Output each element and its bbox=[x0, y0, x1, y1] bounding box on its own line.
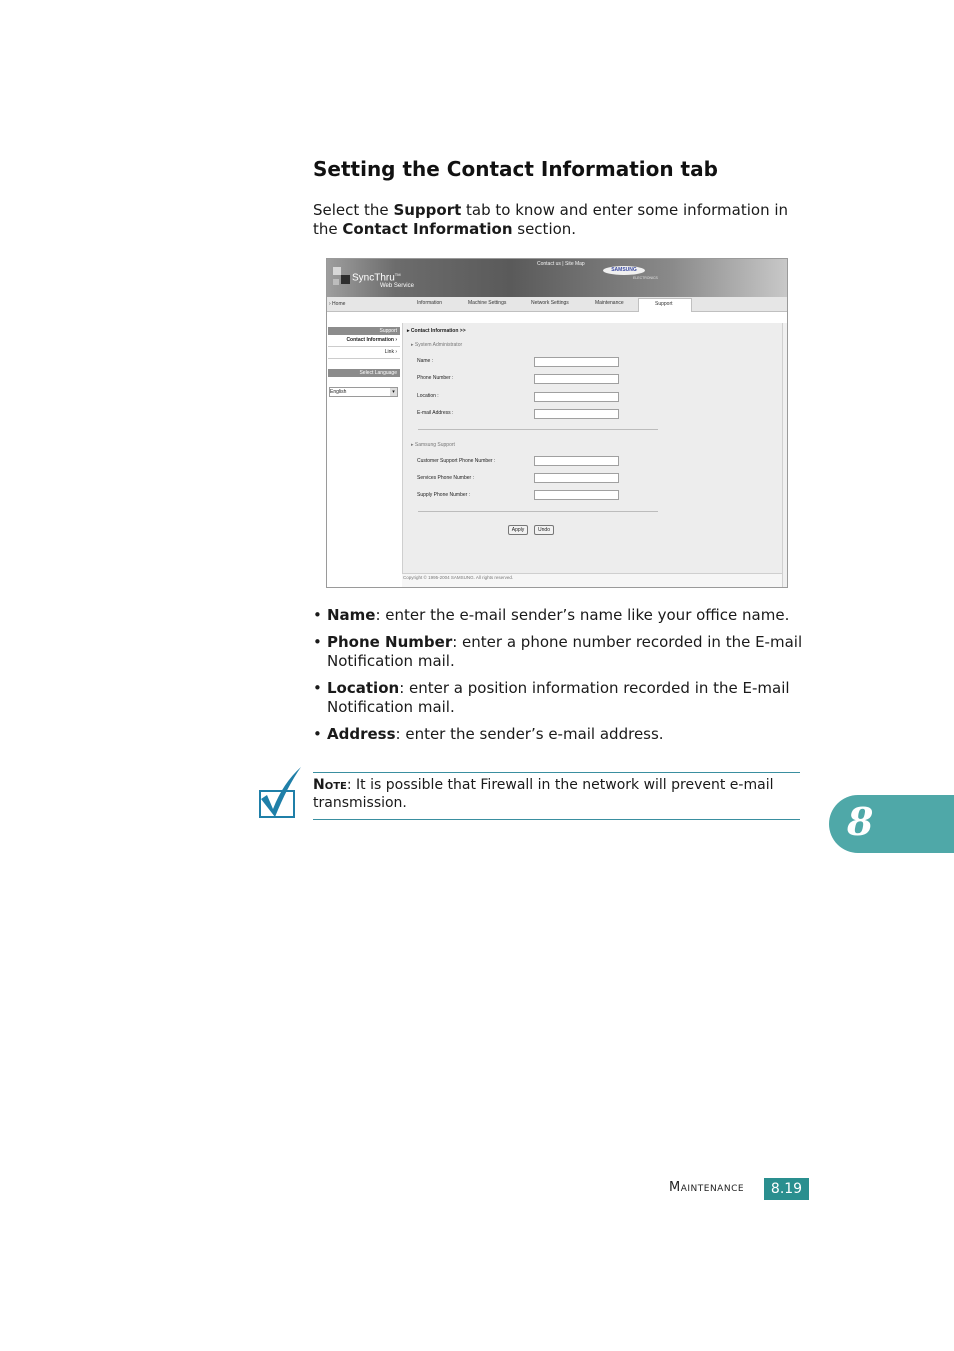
left-sidebar bbox=[328, 327, 400, 377]
note-label: Note bbox=[313, 777, 347, 793]
logo-square-icon bbox=[333, 267, 341, 275]
email-address-label: E-mail Address : bbox=[417, 410, 454, 416]
intro-text: Select the bbox=[313, 201, 394, 219]
note-text: Note: It is possible that Firewall in the network will prevent e-mail transmission. bbox=[313, 777, 774, 811]
syncthru-screenshot bbox=[326, 258, 788, 588]
running-footer-title: Maintenance bbox=[669, 1180, 745, 1195]
supply-phone-label: Supply Phone Number : bbox=[417, 492, 471, 498]
language-select[interactable] bbox=[329, 387, 398, 397]
electronics-label: ELECTRONICS bbox=[633, 276, 658, 280]
section-system-administrator: ▸ System Administrator bbox=[411, 342, 463, 348]
list-item: • Location: enter a position information recorded in the E-mail Notification mail. bbox=[313, 679, 790, 716]
intro-support-term: Support bbox=[393, 201, 462, 219]
tab-maintenance[interactable]: Maintenance bbox=[595, 300, 624, 306]
email-address-input[interactable] bbox=[534, 409, 619, 419]
chapter-tab bbox=[829, 795, 954, 853]
list-item: • Name: enter the e-mail sender’s name like your office name. bbox=[313, 606, 790, 624]
section-heading: Setting the Contact Information tab bbox=[313, 157, 718, 181]
language-value: English bbox=[330, 389, 347, 395]
intro-contact-term: Contact Information bbox=[342, 220, 513, 238]
home-link[interactable]: › Home bbox=[329, 301, 346, 307]
field-description-list bbox=[313, 606, 808, 752]
note-bottom-rule bbox=[313, 819, 800, 820]
chevron-down-icon: ▾ bbox=[390, 388, 397, 396]
syncthru-logo: SyncThru™ bbox=[352, 272, 401, 284]
phone-number-label: Phone Number : bbox=[417, 375, 454, 381]
tab-information[interactable]: Information bbox=[417, 300, 443, 306]
list-item: • Address: enter the sender’s e-mail address. bbox=[313, 725, 664, 743]
logo-square-icon bbox=[333, 279, 339, 285]
location-label: Location : bbox=[417, 393, 439, 399]
logo-square-icon bbox=[341, 275, 350, 284]
sidebar-header-language: Select Language bbox=[328, 369, 400, 377]
note-top-rule bbox=[313, 772, 800, 773]
contact-form-panel bbox=[402, 323, 783, 573]
apply-button[interactable]: Apply bbox=[508, 525, 528, 535]
tab-support[interactable]: Support bbox=[655, 301, 673, 307]
name-input[interactable] bbox=[534, 357, 619, 367]
customer-support-phone-input[interactable] bbox=[534, 456, 619, 466]
syncthru-banner bbox=[327, 259, 787, 297]
location-input[interactable] bbox=[534, 392, 619, 402]
samsung-logo: SAMSUNG bbox=[603, 266, 645, 275]
top-links[interactable]: Contact us | Site Map bbox=[537, 261, 585, 267]
checkmark-note-icon bbox=[257, 765, 303, 820]
tab-machine-settings[interactable]: Machine Settings bbox=[468, 300, 507, 306]
copyright-text: Copyright © 1995-2004 SAMSUNG. All rights reserved. bbox=[403, 575, 514, 580]
scrollbar[interactable] bbox=[782, 323, 788, 587]
undo-button[interactable]: Undo bbox=[534, 525, 554, 535]
name-label: Name : bbox=[417, 358, 434, 364]
divider bbox=[418, 429, 658, 430]
page-number: 8.19 bbox=[764, 1178, 809, 1200]
page-title: ▸ Contact Information >> bbox=[407, 328, 466, 334]
services-phone-label: Services Phone Number : bbox=[417, 475, 474, 481]
copyright-bar bbox=[402, 573, 782, 588]
customer-support-phone-label: Customer Support Phone Number : bbox=[417, 458, 496, 464]
intro-text: section. bbox=[512, 220, 577, 238]
list-item: • Phone Number: enter a phone number recorded in the E-mail Notification mail. bbox=[313, 633, 803, 670]
section-samsung-support: ▸ Samsung Support bbox=[411, 442, 455, 448]
intro-text: tab to know and enter some information in the bbox=[313, 201, 789, 238]
chapter-number: 8 bbox=[847, 799, 874, 844]
intro-paragraph bbox=[313, 201, 803, 239]
tab-network-settings[interactable]: Network Settings bbox=[531, 300, 569, 306]
services-phone-input[interactable] bbox=[534, 473, 619, 483]
web-service-label: Web Service bbox=[380, 283, 414, 289]
sidebar-item-link[interactable]: Link › bbox=[328, 347, 400, 359]
divider bbox=[418, 511, 658, 512]
phone-number-input[interactable] bbox=[534, 374, 619, 384]
sidebar-item-contact-information[interactable]: Contact Information › bbox=[328, 335, 400, 347]
supply-phone-input[interactable] bbox=[534, 490, 619, 500]
sidebar-header-support: Support bbox=[328, 327, 400, 335]
